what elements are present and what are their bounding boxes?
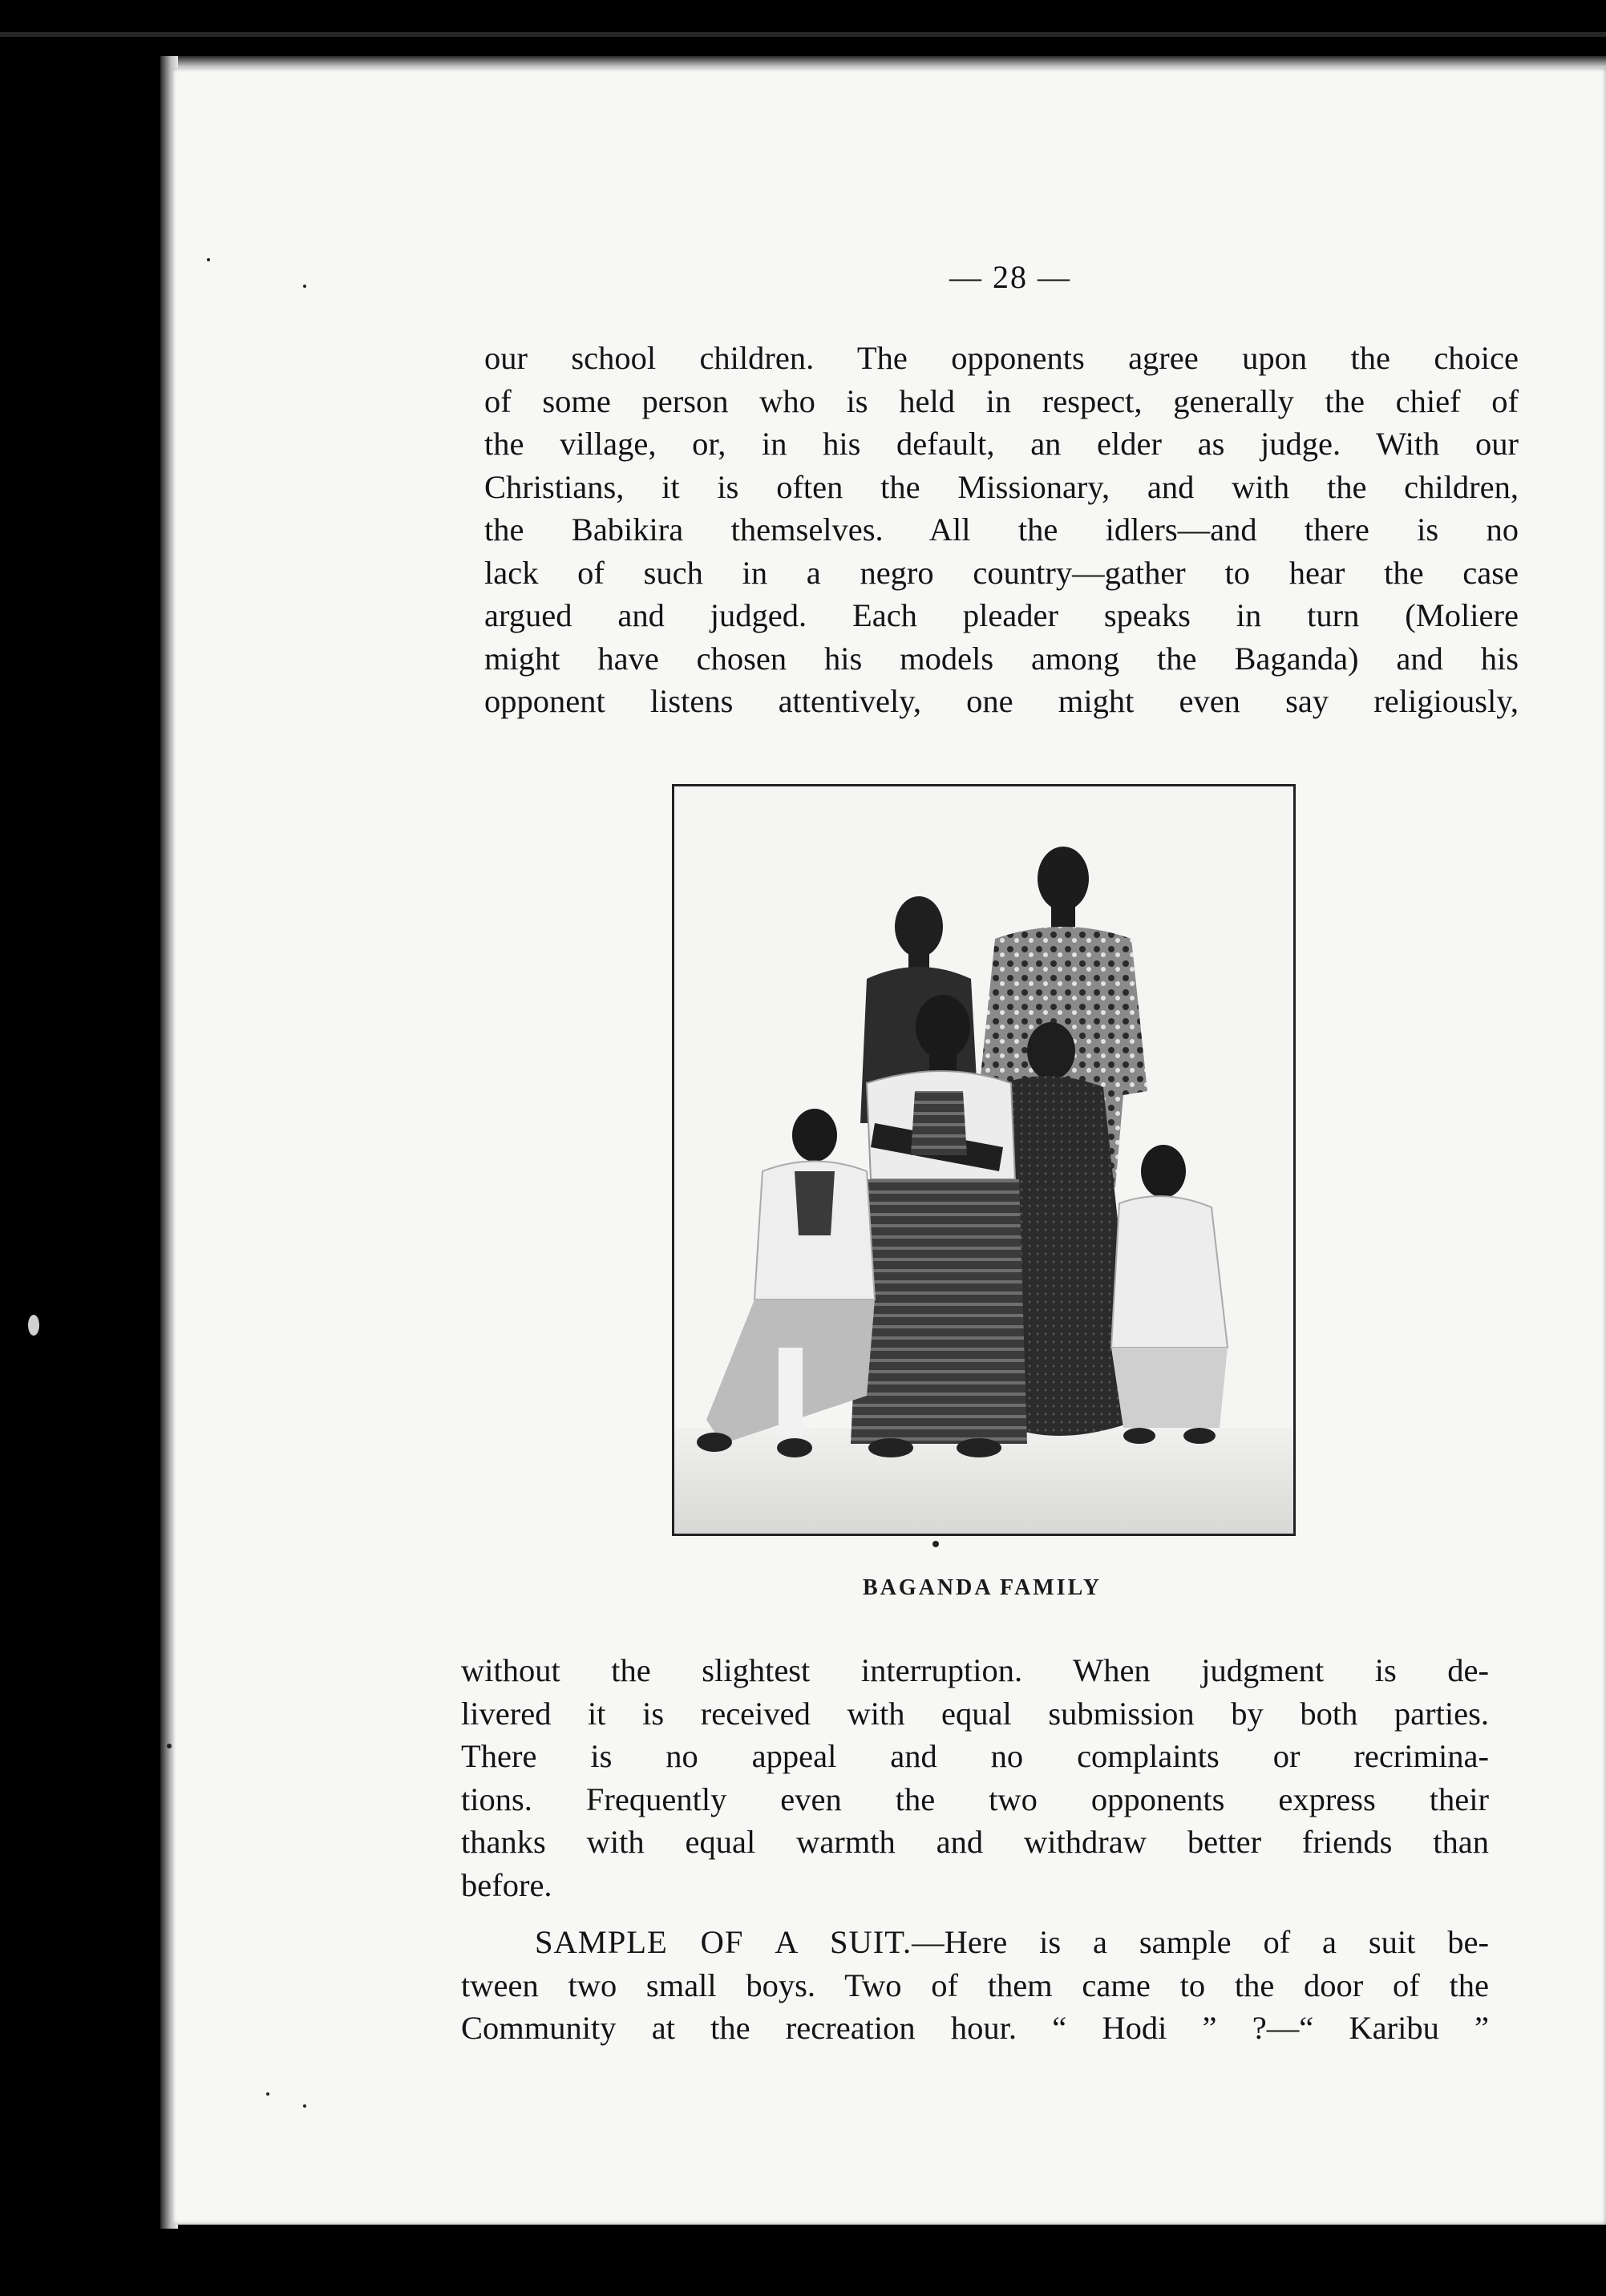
- photograph-illustration: [674, 786, 1293, 1534]
- film-speck: [28, 1315, 39, 1336]
- figure-caption: BAGANDA FAMILY: [863, 1575, 1102, 1600]
- text-line: before.: [461, 1866, 552, 1903]
- text-line: opponent listens attentively, one might even say religiously,: [484, 683, 1519, 719]
- text-line: There is no appeal and no complaints or recrimina-: [461, 1738, 1489, 1774]
- paragraph-middle: [461, 1649, 1489, 1906]
- page-number: — 28 —: [949, 259, 1071, 295]
- text-line: might have chosen his models among the Baganda) and his: [484, 640, 1519, 677]
- page-speck: [303, 2104, 306, 2108]
- text-line: argued and judged. Each pleader speaks in turn (Moliere: [484, 597, 1519, 633]
- text-line: the village, or, in his default, an elder as judge. With our: [484, 426, 1519, 462]
- text-line: thanks with equal warmth and withdraw better friends than: [461, 1824, 1489, 1860]
- caption-dot: [932, 1541, 939, 1547]
- film-edge-top: [0, 32, 1606, 37]
- page-speck: [266, 2092, 269, 2096]
- family-photograph: [672, 784, 1296, 1536]
- text-line: Community at the recreation hour. “ Hodi ” ?—“ Karibu ”: [461, 2010, 1489, 2046]
- text-line: lack of such in a negro country—gather to hear the case: [484, 554, 1519, 591]
- text-line: the Babikira themselves. All the idlers—and there is no: [484, 511, 1519, 548]
- paragraph-top: [484, 337, 1519, 723]
- page-speck: [167, 1744, 172, 1748]
- text-line-rest: —Here is a sample of a suit be-: [912, 1924, 1490, 1960]
- text-line: our school children. The opponents agree upon the choice: [484, 340, 1519, 376]
- page-speck: [303, 285, 306, 288]
- text-line: tions. Frequently even the two opponents express their: [461, 1781, 1489, 1817]
- text-line: [461, 1921, 1489, 1964]
- paragraph-bottom: [461, 1921, 1489, 2050]
- text-line: without the slightest interruption. When judgment is de-: [461, 1652, 1489, 1688]
- text-line: of some person who is held in respect, generally the chief of: [484, 382, 1519, 419]
- page-speck: [207, 258, 210, 261]
- text-line: Christians, it is often the Missionary, and with the children,: [484, 468, 1519, 505]
- text-line: livered it is received with equal submission by both parties.: [461, 1695, 1489, 1732]
- text-line: tween two small boys. Two of them came to the door of the: [461, 1967, 1489, 2003]
- section-heading: SAMPLE OF A SUIT.: [535, 1924, 912, 1960]
